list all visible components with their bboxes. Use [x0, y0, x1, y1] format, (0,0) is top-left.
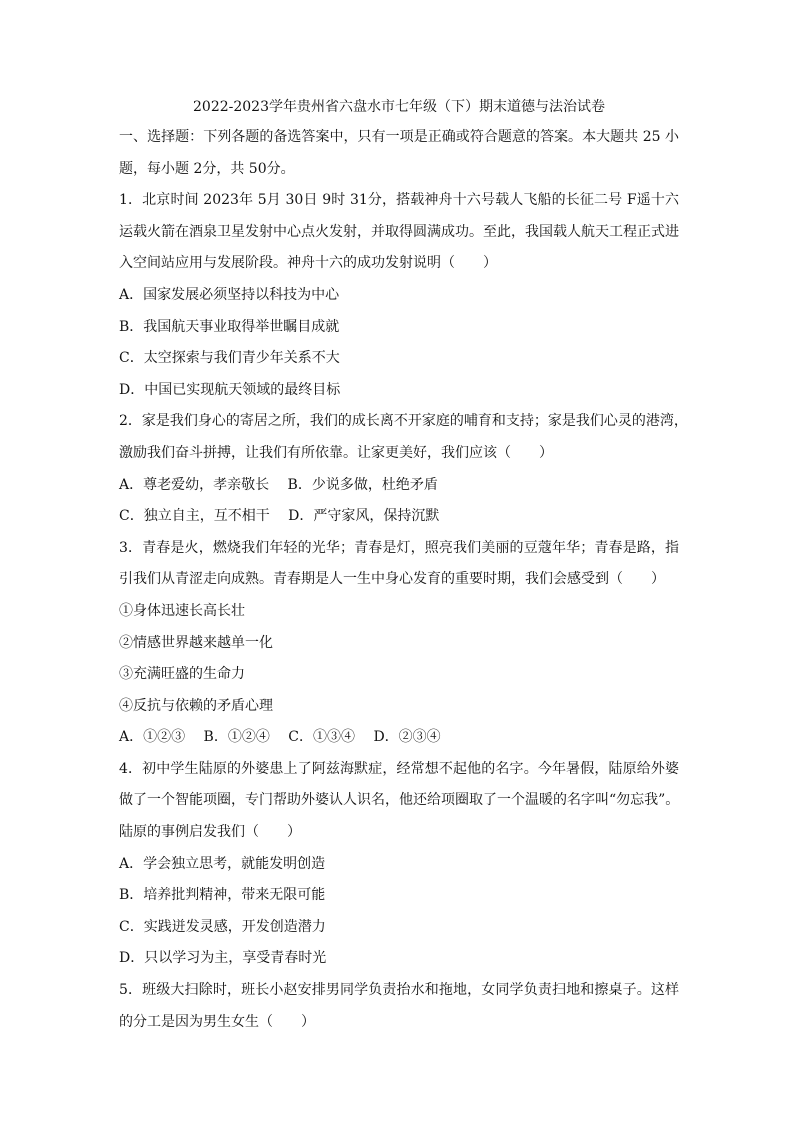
text-line: 激励我们奋斗拼搏，让我们有所依靠。让家更美好，我们应该（ ）	[119, 444, 553, 461]
text-line: 入空间站应用与发展阶段。神舟十六的成功发射说明（ ）	[119, 255, 497, 272]
exam-page	[119, 98, 688, 1038]
text-line: 1．北京时间 2023年 5月 30日 9时 31分，搭载神舟十六号载人飞船的长征二号 F遥十六	[119, 192, 679, 209]
text-line: 3．青春是火，燃烧我们年轻的光华；青春是灯，照亮我们美丽的豆蔻年华；青春是路，指	[119, 539, 679, 556]
text-line: 一、选择题：下列各题的备选答案中，只有一项是正确或符合题意的答案。本大题共 25 小	[119, 129, 679, 145]
text-line: 运载火箭在酒泉卫星发射中心点火发射，并取得圆满成功。至此，我国载人航天工程正式进	[119, 223, 679, 240]
text-line: 做了一个智能项圈，专门帮助外婆认人识名，他还给项圈取了一个温暖的名字叫“勿忘我”。	[119, 792, 680, 809]
text-line: ④反抗与依赖的矛盾心理	[119, 697, 273, 714]
text-line: B．我国航天事业取得举世瞩目成就	[119, 318, 340, 335]
text-line: 的分工是因为男生女生（ ）	[119, 1013, 315, 1030]
text-line: C．独立自主，互不相干 D．严守家风，保持沉默	[119, 508, 440, 525]
text-line: C．实践迸发灵感，开发创造潜力	[119, 918, 326, 935]
text-line: 陆原的事例启发我们（ ）	[119, 824, 301, 841]
text-line: ①身体迅速长高长壮	[119, 602, 245, 619]
text-line: B．培养批判精神，带来无限可能	[119, 887, 326, 904]
exam-body	[119, 122, 688, 1038]
text-line: C．太空探索与我们青少年关系不大	[119, 350, 340, 367]
text-line: A．①②③ B．①②④ C．①③④ D．②③④	[119, 729, 441, 746]
text-line: ③充满旺盛的生命力	[119, 666, 245, 683]
text-line: D．中国已实现航天领域的最终目标	[119, 381, 341, 398]
text-line: 引我们从青涩走向成熟。青春期是人一生中身心发育的重要时期，我们会感受到（ ）	[119, 571, 665, 588]
text-line: 5．班级大扫除时，班长小赵安排男同学负责抬水和拖地，女同学负责扫地和擦桌子。这样	[119, 982, 679, 999]
text-line: A．国家发展必须坚持以科技为中心	[119, 286, 340, 303]
text-line: A．尊老爱幼，孝亲敬长 B．少说多做，杜绝矛盾	[119, 476, 438, 493]
text-line: 4．初中学生陆原的外婆患上了阿兹海默症，经常想不起他的名字。今年暑假，陆原给外婆	[119, 760, 679, 777]
text-line: 题，每小题 2分，共 50分。	[119, 160, 295, 177]
text-line: ②情感世界越来越单一化	[119, 634, 273, 651]
text-line: A．学会独立思考，就能发明创造	[119, 855, 326, 872]
text-line: 2．家是我们身心的寄居之所，我们的成长离不开家庭的哺育和支持；家是我们心灵的港湾，	[119, 413, 688, 430]
text-line: D．只以学习为主，享受青春时光	[119, 950, 327, 967]
exam-title: 2022-2023学年贵州省六盘水市七年级（下）期末道德与法治试卷	[193, 99, 605, 115]
